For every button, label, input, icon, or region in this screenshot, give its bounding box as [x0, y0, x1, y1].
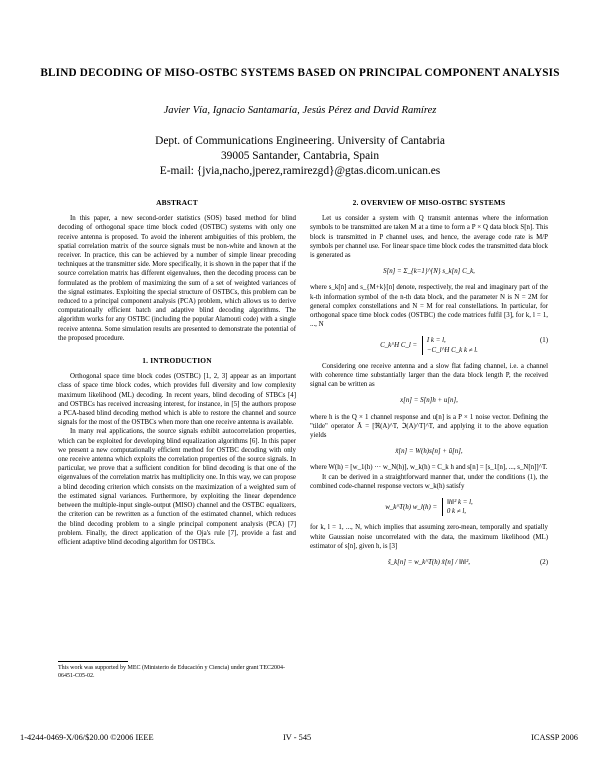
page-number: IV - 545 [283, 733, 312, 742]
introduction-paragraph: Orthogonal space time block codes (OSTBC) [1, 2, 3] appear as an important class of space time block codes, which provides full diversity and low complexity maximum likelihood (ML) decoding. In recent years, blind decoding of STBCs [4] and OSTBCs has received increasing interest, for instance, in [5] the authors propose a PCA-based blind decoding method which is able to restore the channel and source signals for the most of the OSTBCs when more than one receive antenna is available. [58, 373, 296, 427]
body-paragraph: for k, l = 1, ..., N, which implies that assuming zero-mean, temporally and spatially white Gaussian noise uncorrelated with the data, the maximum likelihood (ML) estimator of s[n], given h, is [3] [310, 524, 548, 550]
paper-title: BLIND DECODING OF MISO-OSTBC SYSTEMS BASED ON PRINCIPAL COMPONENT ANALYSIS [40, 67, 560, 79]
equation-number: (2) [539, 559, 548, 567]
equation-number: (1) [539, 337, 548, 345]
equation-case: ‖h‖² k = l, [446, 499, 473, 507]
equation-cases [422, 336, 478, 354]
body-paragraph: Considering one receive antenna and a slow flat fading channel, i.e. a channel with coherence time substantially larger than the data block length P, the received signal can be written as [310, 362, 548, 389]
introduction-heading: 1. INTRODUCTION [142, 356, 212, 366]
equation-case: I k = l, [426, 337, 446, 345]
author-list: Javier Vía, Ignacio Santamaría, Jesús Pérez and David Ramírez [163, 105, 437, 116]
equation-case: 0 k ≠ l, [446, 508, 466, 516]
equation-received-signal: x[n] = S[n]h + u[n], [400, 397, 458, 405]
equation-lhs: w_k^T(h) w_l(h) = [385, 503, 438, 511]
abstract-text: In this paper, a new second-order statistics (SOS) based method for blind decoding of orthogonal space time block coded (OSTBC) systems with only one receive antenna is proposed. To avoid the inherent ambiguities of this problem, the spatial correlation matrix of the source signals must be non-white and known at the receiver. In practice, this can be achieved by a number of simple linear precoding techniques at the transmitter side. More specifically, it is shown in the paper that if the source correlation matrix has different eigenvalues, then the decoding process can be formulated as the problem of maximizing the sum of a set of weighted variances of the signal estimates. Exploiting the special structure of OSTBCs, this problem can be reduced to a principal component analysis (PCA) problem, which allows us to derive computationally efficient batch and adaptive blind decoding algorithms. The algorithm works for any OSTBC (including the popular Alamouti code) with a single receive antenna. Some simulation results are presented to demonstrate the potential of the proposed procedure. [58, 215, 296, 342]
equation-case: −C_l^H C_k k ≠ l. [426, 346, 478, 354]
equation-cases [442, 498, 473, 516]
equation-1 [310, 336, 548, 354]
footer-copyright: 1-4244-0469-X/06/$20.00 ©2006 IEEE [20, 733, 154, 742]
footnote: This work was supported by MEC (Ministerio de Educación y Ciencia) under grant TEC2004-06451-C05-02. [58, 665, 286, 679]
section-heading: 2. OVERVIEW OF MISO-OSTBC SYSTEMS [352, 198, 506, 207]
equation-block-sum: S[n] = Σ_{k=1}^{N} s_k[n] C_k, [383, 268, 475, 276]
body-paragraph: Let us consider a system with Q transmit antennas where the information symbols to be transmitted are taken M at a time to form a P × Q data block S[n]. This block is transmitted in P channel uses, and hence, the average code rate is M/P symbols per channel use. For linear space time block codes the transmitted data block is generated as [310, 215, 548, 260]
body-paragraph: It can be derived in a straightforward manner that, under the conditions (1), the combined code-channel response vectors w_k(h) satisfy [310, 473, 548, 490]
affiliation-email: E-mail: {jvia,nacho,jperez,ramirezgd}@gtas.dicom.unican.es [159, 165, 441, 177]
equation-ml-estimator: ŝ_k[n] = w_k^T(h) x̃[n] / ‖h‖², [387, 559, 470, 567]
body-paragraph: where h is the Q × 1 channel response and u[n] is a P × 1 noise vector. Defining the "tilde" operator Ã = [ℜ(A)^T, ℑ(A)^T]^T, and applying it to the above equation yields [310, 413, 548, 440]
affiliation-address: 39005 Santander, Cantabria, Spain [220, 150, 380, 162]
footnote-rule [58, 661, 128, 662]
equation-orthogonality [310, 498, 548, 516]
conference-name: ICASSP 2006 [531, 733, 578, 742]
equation-lhs: C_k^H C_l = [380, 342, 418, 350]
affiliation-department: Dept. of Communications Engineering. University of Cantabria [155, 135, 445, 147]
equation-2 [310, 558, 548, 567]
equation-real-model: x̃[n] = W(h)s[n] + ũ[n], [395, 448, 463, 456]
body-paragraph: where W(h) = [w_1(h) ··· w_N(h)], w_k(h) = C_k h and s[n] = [s_1[n], ..., s_N[n]]^T. [310, 464, 548, 472]
affiliation [40, 134, 560, 179]
right-column [310, 198, 548, 574]
introduction-paragraph: In many real applications, the source signals exhibit autocorrelation properties, which can be exploited for developing blind equalization algorithms [6]. In this paper we present a new computationally efficient method for OSTBC decoding with only one receive antenna which exploits the correlation properties of the source signals. In particular, we prove that a sufficient condition for blind decoding is that one of the eigenvalues of the correlation matrix has multiplicity one. In this way, we can propose a blind decoding criterion which consists on the maximization of a weighted sum of the estimated signal variances. Furthermore, by exploiting the linear dependence between the multiple-input single-output (MISO) channel and the OSTBC equalizers, the criterion can be rewritten as a function of the estimated channel, which reduces the blind decoding problem to a single principal component analysis (PCA) [7] problem. Finally, the direct application of the Oja's rule [7], provide a fast and efficient adaptive blind decoding algorithm for OSTBCs. [58, 428, 296, 546]
abstract-heading: ABSTRACT [156, 198, 198, 207]
body-paragraph: where s_k[n] and s_{M+k}[n] denote, respectively, the real and imaginary part of the k-th information symbol of the n-th data block, and the parameter N is N = 2M for general complex constellations and N = M for real constellations. In particular, for orthogonal space time block codes (OSTBC) the code matrices fulfil [3], for k, l = 1, ..., N [310, 284, 548, 329]
left-column [58, 198, 296, 547]
